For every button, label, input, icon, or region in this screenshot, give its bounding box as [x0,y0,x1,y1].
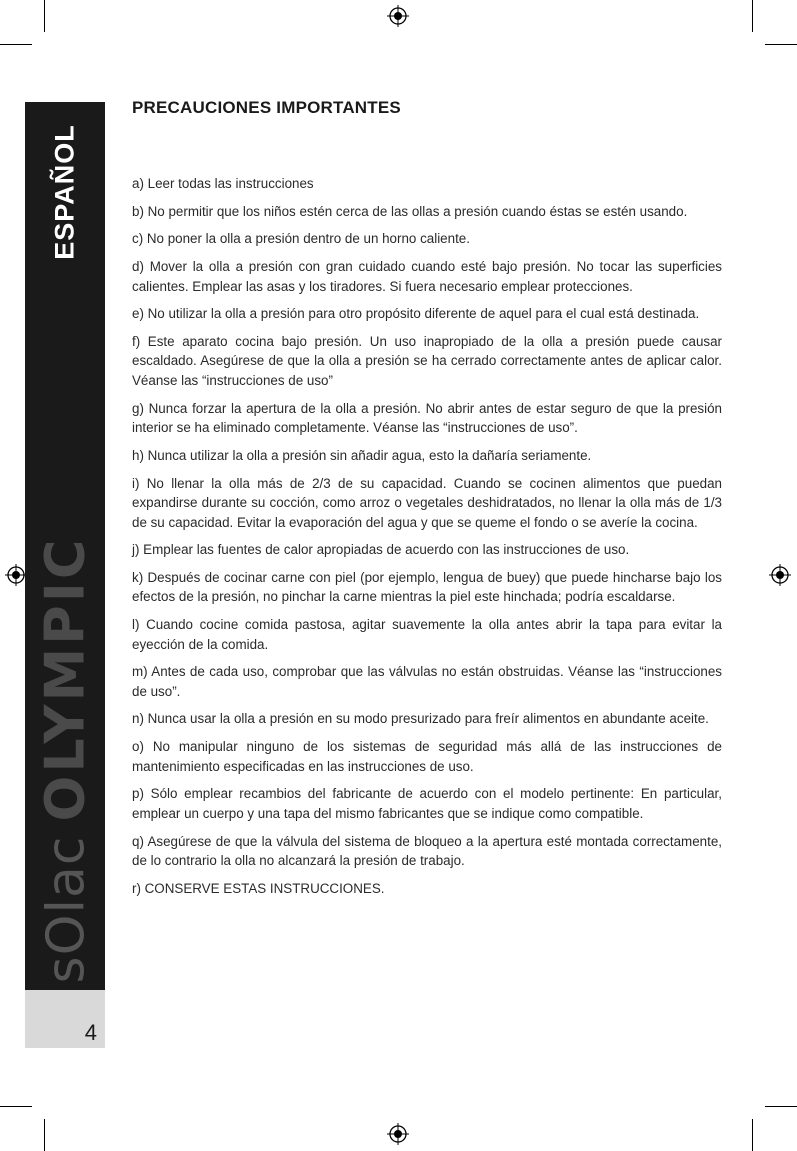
crop-mark [0,1106,32,1107]
crop-mark [752,0,753,32]
precaution-item: g) Nunca forzar la apertura de la olla a presión. No abrir antes de estar seguro de que la presión interior se ha eliminado completamente. Véanse las “instrucciones de uso”. [132,400,722,436]
precaution-item: n) Nunca usar la olla a presión en su modo presurizado para freír alimentos en abundante aceite. [132,711,709,727]
precautions-list [132,174,722,906]
precaution-item: h) Nunca utilizar la olla a presión sin añadir agua, esto la dañaría seriamente. [132,447,592,463]
page-number: 4 [84,1020,97,1045]
precaution-item: l) Cuando cocine comida pastosa, agitar suavemente la olla antes abrir la tapa para evitar la eyección de la comida. [132,617,722,652]
precaution-item: c) No poner la olla a presión dentro de un horno caliente. [132,231,470,247]
registration-mark-icon [5,564,27,586]
language-label: ESPAÑOL [49,124,80,260]
precaution-item: a) Leer todas las instrucciones [132,176,314,191]
crop-mark [752,1119,753,1151]
page-title: PRECAUCIONES IMPORTANTES [132,98,401,117]
precaution-item: e) No utilizar la olla a presión para otro propósito diferente de aquel para el cual está destinada. [132,306,700,322]
precaution-item: q) Asegúrese de que la válvula del sistema de bloqueo a la apertura esté montada correctamente, de lo contrario la olla no alcanzará la presión de trabajo. [132,833,722,868]
precaution-item: j) Emplear las fuentes de calor apropiadas de acuerdo con las instrucciones de uso. [132,542,630,558]
crop-mark [0,44,32,45]
brand-logo [34,537,97,984]
precaution-item: f) Este aparato cocina bajo presión. Un uso inapropiado de la olla a presión puede causar escaldado. Asegúrese de que la olla a presión se ha cerrado correctamente antes de aplicar calor. Véanse las “instrucciones de uso” [132,333,722,388]
precaution-item: d) Mover la olla a presión con gran cuidado cuando esté bajo presión. No tocar las superficies calientes. Emplear las asas y los tiradores. Si fuera necesario emplear protecciones. [132,259,722,294]
precaution-item: b) No permitir que los niños estén cerca de las ollas a presión cuando éstas se estén usando. [132,203,688,219]
precaution-item: k) Después de cocinar carne con piel (por ejemplo, lengua de buey) que puede hincharse bajo los efectos de la presión, no pinchar la carne mientras la piel este hinchada; podría escaldarse. [132,569,722,605]
brand-solac: sOlac [36,835,97,984]
registration-mark-icon [387,1123,409,1145]
crop-mark [765,44,797,45]
precaution-item: i) No llenar la olla más de 2/3 de su capacidad. Cuando se cocinen alimentos que puedan expandirse durante su cocción, como arroz o vegetales deshidratados, no llenar la olla más de 1/3 de su capacidad. Evitar la evaporación del agua y que se queme el fondo o se averíe la cocina. [132,475,722,530]
precaution-item: m) Antes de cada uso, comprobar que las válvulas no están obstruidas. Véanse las “instrucciones de uso”. [132,664,722,699]
registration-mark-icon [387,5,409,27]
crop-mark [44,0,45,32]
precaution-item: r) CONSERVE ESTAS INSTRUCCIONES. [132,880,385,896]
registration-mark-icon [769,564,791,586]
precaution-item: o) No manipular ninguno de los sistemas de seguridad más allá de las instrucciones de mantenimiento especificadas en las instrucciones de uso. [132,739,722,774]
precaution-item: p) Sólo emplear recambios del fabricante de acuerdo con el modelo pertinente: En particular, emplear un cuerpo y una tapa del mismo fabricantes que se indique como compatible. [132,786,722,821]
crop-mark [44,1119,45,1151]
crop-mark [765,1106,797,1107]
brand-olympic: OLYMPIC [33,536,97,822]
page-number-tab [25,990,105,1048]
